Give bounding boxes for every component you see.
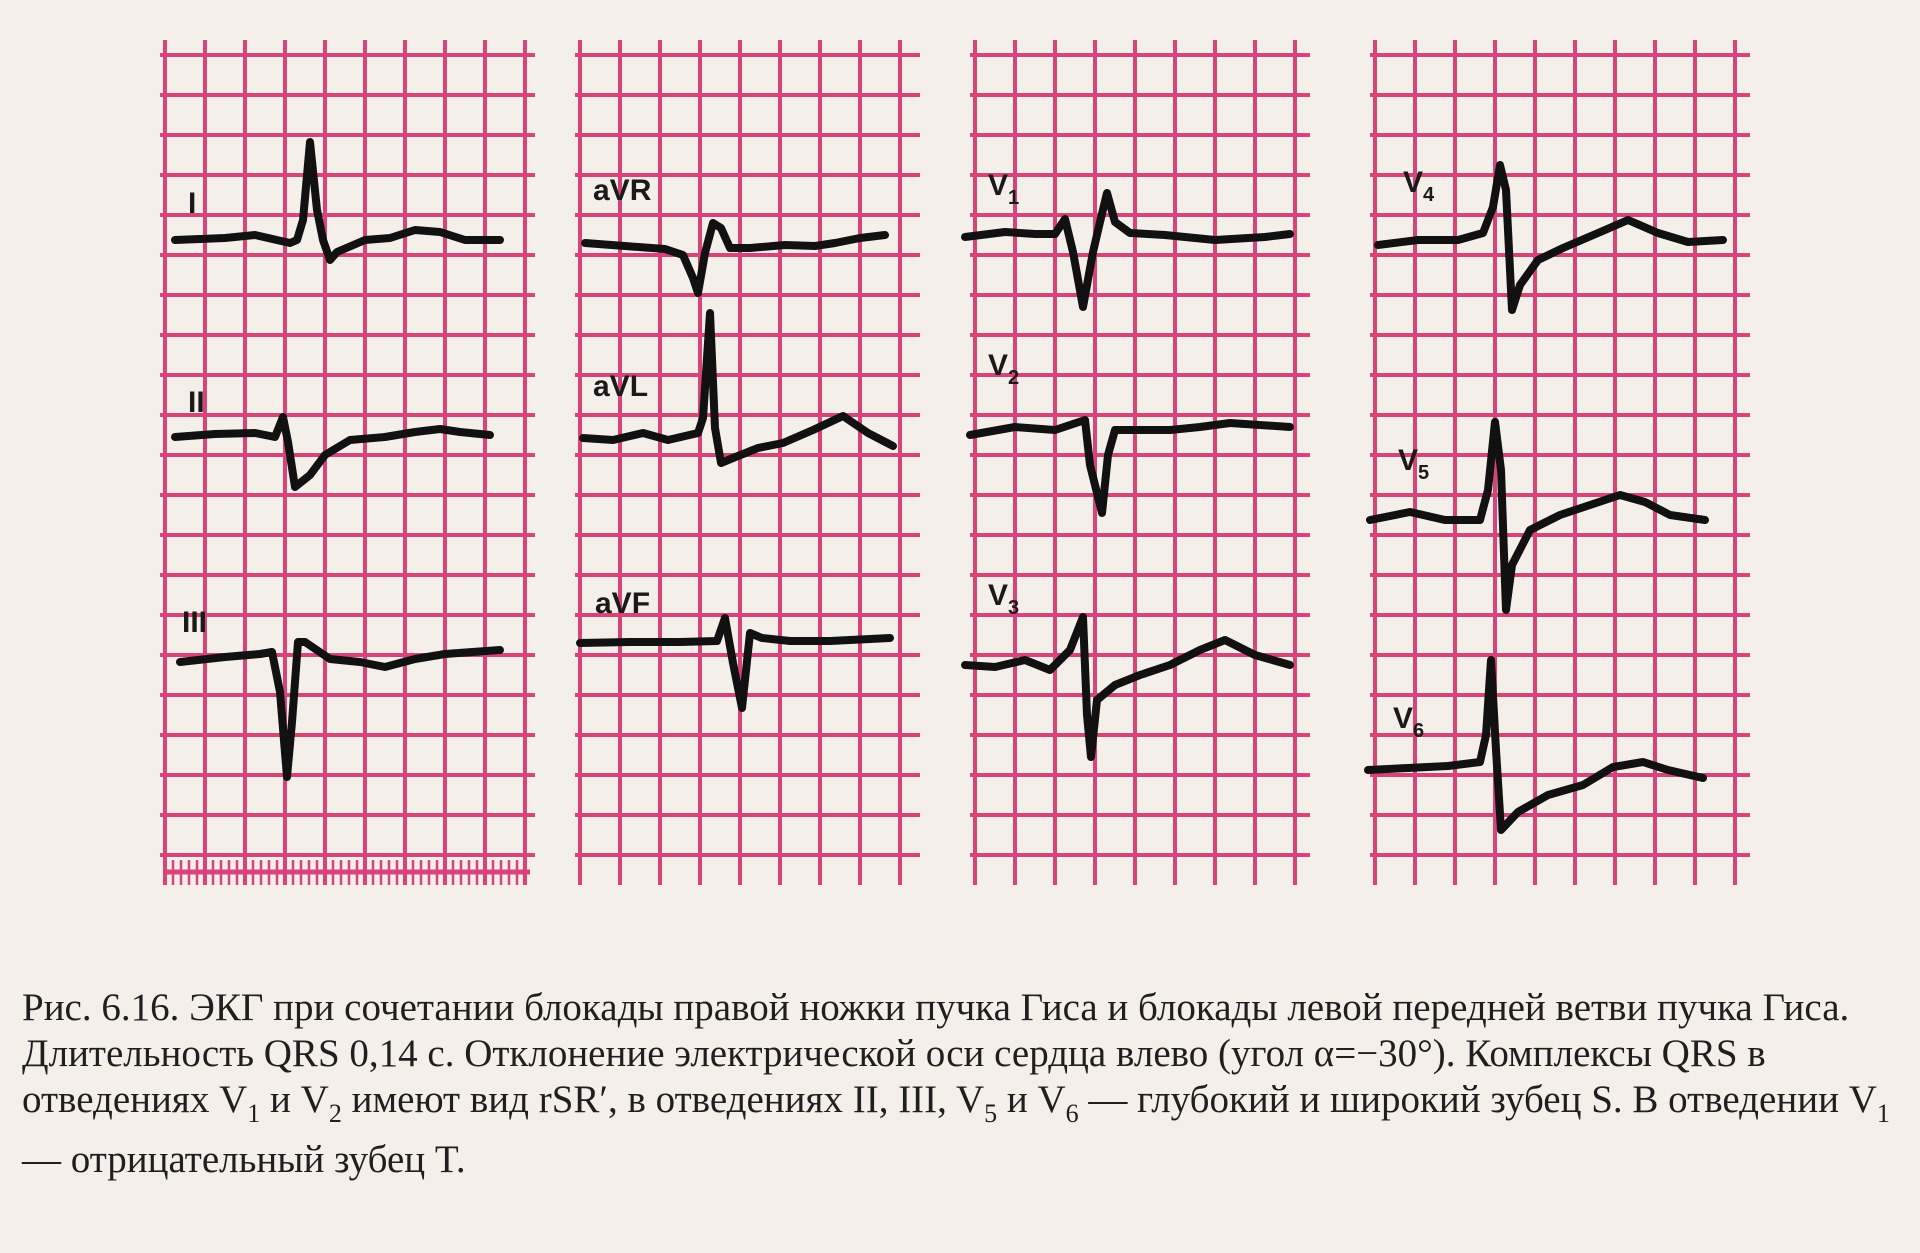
caption-v2-sub: 2 [328, 1099, 342, 1128]
grid-panel-1 [160, 40, 535, 885]
caption-v5-letter: V [955, 1078, 985, 1121]
lead-label-i: I [188, 187, 197, 220]
caption-text-2: имеют вид rSR′, в отведениях II, III, [341, 1078, 956, 1121]
caption-v1b-letter: V [1848, 1078, 1877, 1121]
trace-v2 [970, 420, 1290, 513]
lead-label-v1: $V_1$ [988, 169, 1020, 209]
lead-label-v2: $V_2$ [988, 349, 1020, 389]
trace-i [175, 142, 500, 260]
lead-label-v3: $V_3$ [988, 579, 1020, 619]
lead-label-v6: $V_6$ [1393, 702, 1425, 742]
lead-label-v5: $V_5$ [1398, 444, 1430, 484]
lead-label-avr: aVR [593, 174, 652, 207]
lead-label-avf: aVF [595, 587, 651, 620]
caption-v6-letter: V [1037, 1078, 1066, 1121]
trace-iii [180, 642, 500, 777]
lead-label-avl: aVL [593, 370, 649, 403]
lead-label-v4: $V_4$ [1403, 166, 1435, 206]
caption-v1b-sub: 1 [1876, 1099, 1890, 1128]
trace-ii [175, 417, 490, 487]
caption-v1-sub: 1 [247, 1099, 261, 1128]
caption-v5-sub: 5 [984, 1099, 998, 1128]
caption-description [22, 1031, 1902, 1183]
trace-avr [585, 223, 885, 293]
lead-label-ii: II [188, 386, 205, 419]
caption-text-1: Длительность QRS 0,14 с. Отклонение электрической оси сердца влево (угол α=−30°). Комплексы QRS в отведениях [22, 1032, 1766, 1121]
caption-text-3: — глубокий и широкий зубец S. В отведении [1078, 1078, 1849, 1121]
caption-and-2: и [997, 1078, 1038, 1121]
caption-v1-letter: V [219, 1078, 248, 1121]
caption-title: Рис. 6.16. ЭКГ при сочетании блокады правой ножки пучка Гиса и блокады левой передней ветви пучка Гиса. [22, 986, 1850, 1029]
caption-v6-sub: 6 [1065, 1099, 1079, 1128]
lead-label-iii: III [182, 606, 208, 639]
figure-caption [22, 985, 1902, 1183]
caption-text-4: — отрицательный зубец T. [22, 1138, 466, 1181]
grid-panel-2 [575, 40, 920, 885]
caption-and-1: и [260, 1078, 301, 1121]
grid-panel-3 [970, 40, 1310, 885]
calibration-ruler [165, 860, 530, 885]
caption-v2-letter: V [300, 1078, 329, 1121]
